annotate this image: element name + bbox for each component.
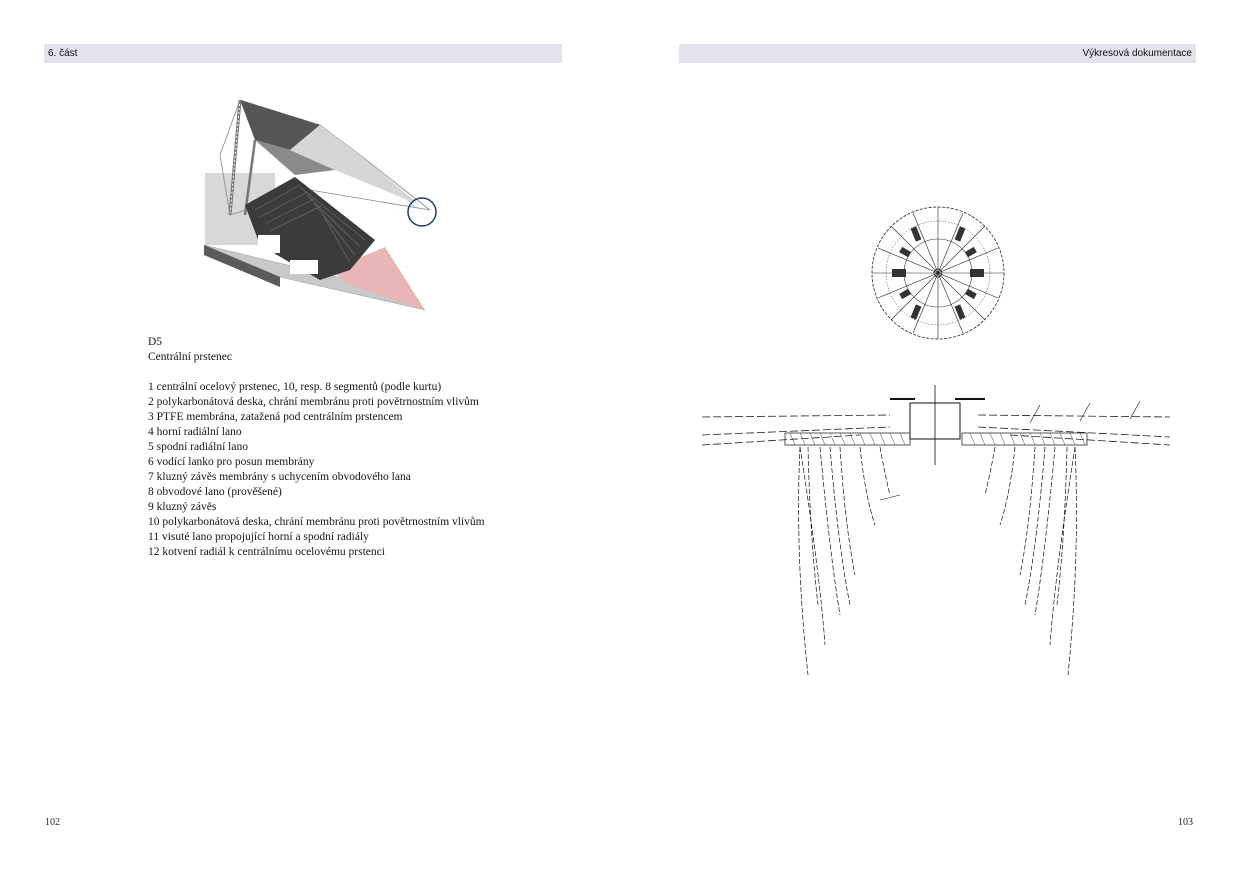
legend-item: 2 polykarbonátová deska, chrání membránu proti povětrnostním vlivům [148, 396, 479, 408]
legend-item: 3 PTFE membrána, zatažená pod centrálním prstencem [148, 411, 403, 423]
section-header: Výkresová dokumentace [679, 44, 1196, 63]
legend-item: 8 obvodové lano (prověšené) [148, 486, 282, 498]
legend-item: 6 vodící lanko pro posun membrány [148, 456, 315, 468]
legend-item: 10 polykarbonátová deska, chrání membránu proti povětrnostním vlivům [148, 516, 485, 528]
legend-item: 7 kluzný závěs membrány s uchycením obvodového lana [148, 471, 411, 483]
legend-item: 9 kluzný závěs [148, 501, 217, 513]
detail-title: Centrální prstenec [148, 351, 232, 363]
right-page [620, 0, 1240, 877]
legend-item: 1 centrální ocelový prstenec, 10, resp. 8 segmentů (podle kurtu) [148, 381, 442, 393]
legend-list [148, 380, 485, 560]
figure-caption [148, 335, 485, 560]
section-header: 6. část [44, 44, 562, 63]
legend-item: 4 horní radiální lano [148, 426, 242, 438]
ring-plan-drawing [870, 205, 1006, 341]
stadium-roof-render [200, 95, 440, 315]
legend-item: 11 visuté lano propojující horní a spodní radiály [148, 531, 369, 543]
ring-section-drawing [700, 375, 1175, 680]
detail-code: D5 [148, 336, 163, 348]
page-number: 102 [45, 817, 60, 828]
legend-item: 12 kotvení radiál k centrálnímu ocelovému prstenci [148, 546, 385, 558]
page-number: 103 [1178, 817, 1193, 828]
legend-item: 5 spodní radiální lano [148, 441, 248, 453]
